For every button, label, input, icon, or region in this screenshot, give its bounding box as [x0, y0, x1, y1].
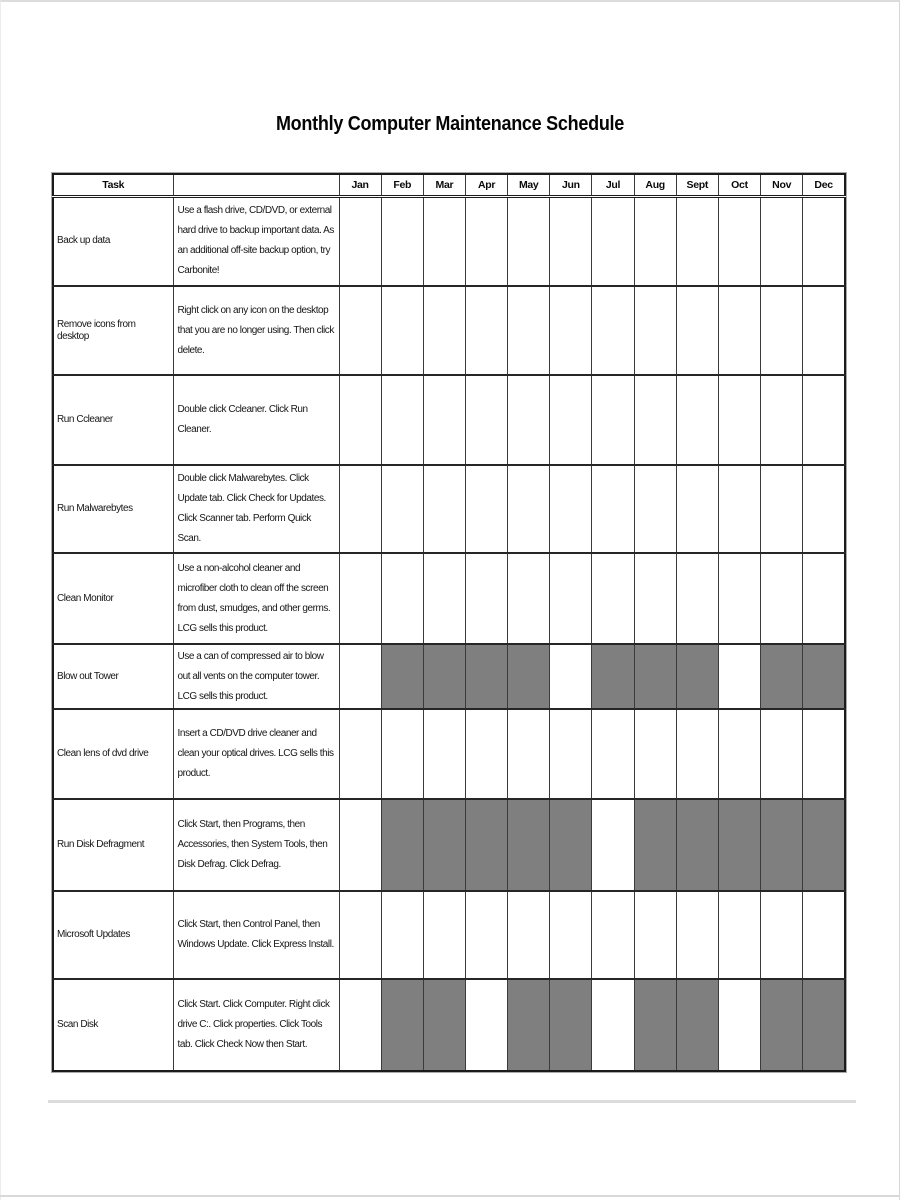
month-cell-jun: [550, 196, 592, 286]
month-cell-apr: [465, 286, 507, 375]
month-cell-feb-scheduled: [381, 979, 423, 1071]
month-cell-oct-scheduled: [718, 799, 760, 891]
month-cell-oct: [718, 979, 760, 1071]
month-cell-may: [508, 286, 550, 375]
month-cell-aug: [634, 891, 676, 979]
month-cell-feb: [381, 891, 423, 979]
description-cell: Click Start, then Programs, then Accessories, then System Tools, then Disk Defrag. Click Defrag.: [173, 799, 339, 891]
month-cell-may-scheduled: [508, 644, 550, 709]
month-header-jun: Jun: [550, 174, 592, 196]
month-cell-nov-scheduled: [761, 979, 803, 1071]
month-cell-mar: [423, 375, 465, 465]
table-row: [53, 644, 845, 709]
month-cell-sept-scheduled: [676, 644, 718, 709]
month-cell-feb: [381, 196, 423, 286]
month-cell-sept: [676, 375, 718, 465]
description-cell: Double click Malwarebytes. Click Update tab. Click Check for Updates. Click Scanner tab. Perform Quick Scan.: [173, 465, 339, 553]
description-cell: Double click Ccleaner. Click Run Cleaner.: [173, 375, 339, 465]
month-cell-mar-scheduled: [423, 979, 465, 1071]
month-cell-sept-scheduled: [676, 799, 718, 891]
month-cell-feb: [381, 465, 423, 553]
table-row: [53, 891, 845, 979]
month-cell-jun: [550, 709, 592, 799]
month-cell-apr: [465, 709, 507, 799]
month-cell-oct: [718, 465, 760, 553]
month-cell-oct: [718, 196, 760, 286]
month-cell-apr: [465, 375, 507, 465]
month-cell-sept: [676, 286, 718, 375]
task-cell: Remove icons from desktop: [53, 286, 173, 375]
month-cell-oct: [718, 286, 760, 375]
month-cell-aug: [634, 465, 676, 553]
month-cell-nov-scheduled: [761, 644, 803, 709]
month-cell-apr: [465, 979, 507, 1071]
month-cell-mar: [423, 465, 465, 553]
task-cell: Clean Monitor: [53, 553, 173, 644]
month-cell-jul: [592, 891, 634, 979]
month-cell-may-scheduled: [508, 979, 550, 1071]
task-cell: Back up data: [53, 196, 173, 286]
month-header-feb: Feb: [381, 174, 423, 196]
month-cell-nov: [761, 375, 803, 465]
month-cell-sept: [676, 709, 718, 799]
month-cell-mar: [423, 286, 465, 375]
month-cell-jul: [592, 799, 634, 891]
month-cell-dec-scheduled: [803, 644, 845, 709]
description-cell: Insert a CD/DVD drive cleaner and clean your optical drives. LCG sells this product.: [173, 709, 339, 799]
month-header-dec: Dec: [803, 174, 845, 196]
month-cell-nov-scheduled: [761, 799, 803, 891]
table-row: [53, 465, 845, 553]
month-cell-dec-scheduled: [803, 979, 845, 1071]
month-cell-aug: [634, 196, 676, 286]
month-cell-may: [508, 709, 550, 799]
month-header-nov: Nov: [761, 174, 803, 196]
month-cell-may: [508, 891, 550, 979]
month-cell-may-scheduled: [508, 799, 550, 891]
month-cell-aug: [634, 709, 676, 799]
month-cell-mar-scheduled: [423, 799, 465, 891]
month-cell-dec: [803, 465, 845, 553]
month-cell-jun: [550, 465, 592, 553]
month-cell-aug: [634, 553, 676, 644]
month-cell-jul: [592, 196, 634, 286]
month-cell-dec: [803, 375, 845, 465]
month-cell-jan: [339, 644, 381, 709]
table-row: [53, 286, 845, 375]
page-title: Monthly Computer Maintenance Schedule: [275, 113, 625, 135]
month-cell-mar: [423, 196, 465, 286]
month-cell-dec: [803, 196, 845, 286]
task-column-header: Task: [53, 174, 173, 196]
month-cell-may: [508, 196, 550, 286]
month-cell-feb: [381, 286, 423, 375]
month-cell-dec-scheduled: [803, 799, 845, 891]
maintenance-schedule-table: [52, 173, 846, 1072]
month-header-apr: Apr: [465, 174, 507, 196]
month-cell-nov: [761, 196, 803, 286]
month-cell-apr: [465, 553, 507, 644]
task-cell: Scan Disk: [53, 979, 173, 1071]
month-cell-jan: [339, 553, 381, 644]
month-cell-jul: [592, 979, 634, 1071]
month-cell-nov: [761, 891, 803, 979]
month-cell-jan: [339, 891, 381, 979]
month-cell-aug: [634, 286, 676, 375]
month-cell-feb-scheduled: [381, 799, 423, 891]
task-cell: Microsoft Updates: [53, 891, 173, 979]
month-cell-sept-scheduled: [676, 979, 718, 1071]
footer-divider-rule: [48, 1100, 856, 1103]
month-cell-jul: [592, 375, 634, 465]
month-cell-nov: [761, 465, 803, 553]
table-row: [53, 375, 845, 465]
month-cell-feb: [381, 553, 423, 644]
description-cell: Click Start. Click Computer. Right click drive C:. Click properties. Click Tools tab. Click Check Now then Start.: [173, 979, 339, 1071]
month-cell-sept: [676, 891, 718, 979]
description-cell: Click Start, then Control Panel, then Windows Update. Click Express Install.: [173, 891, 339, 979]
task-cell: Blow out Tower: [53, 644, 173, 709]
description-cell: Use a can of compressed air to blow out all vents on the computer tower. LCG sells this product.: [173, 644, 339, 709]
task-cell: Run Malwarebytes: [53, 465, 173, 553]
month-cell-feb: [381, 375, 423, 465]
table-row: [53, 553, 845, 644]
month-cell-jul-scheduled: [592, 644, 634, 709]
description-cell: Right click on any icon on the desktop that you are no longer using. Then click delete.: [173, 286, 339, 375]
month-cell-oct: [718, 553, 760, 644]
month-cell-aug-scheduled: [634, 979, 676, 1071]
month-cell-jul: [592, 709, 634, 799]
month-cell-aug-scheduled: [634, 799, 676, 891]
month-cell-jun: [550, 553, 592, 644]
month-cell-jan: [339, 709, 381, 799]
month-cell-jun: [550, 286, 592, 375]
month-cell-apr: [465, 196, 507, 286]
month-cell-oct: [718, 375, 760, 465]
month-cell-jun: [550, 375, 592, 465]
month-cell-nov: [761, 286, 803, 375]
month-cell-apr-scheduled: [465, 799, 507, 891]
month-cell-apr: [465, 465, 507, 553]
month-cell-may: [508, 465, 550, 553]
month-cell-dec: [803, 709, 845, 799]
month-cell-jan: [339, 375, 381, 465]
month-cell-mar-scheduled: [423, 644, 465, 709]
month-cell-mar: [423, 553, 465, 644]
task-cell: Clean lens of dvd drive: [53, 709, 173, 799]
month-cell-jul: [592, 553, 634, 644]
month-header-mar: Mar: [423, 174, 465, 196]
page-bottom-edge: [0, 1195, 900, 1197]
month-cell-jun-scheduled: [550, 799, 592, 891]
month-cell-jun: [550, 891, 592, 979]
month-cell-sept: [676, 465, 718, 553]
table-header-row: [53, 174, 845, 196]
month-cell-may: [508, 553, 550, 644]
month-cell-jan: [339, 286, 381, 375]
month-cell-feb: [381, 709, 423, 799]
month-cell-jan: [339, 799, 381, 891]
month-cell-jun: [550, 644, 592, 709]
month-header-sept: Sept: [676, 174, 718, 196]
month-cell-apr-scheduled: [465, 644, 507, 709]
month-header-jul: Jul: [592, 174, 634, 196]
month-header-oct: Oct: [718, 174, 760, 196]
month-cell-oct: [718, 644, 760, 709]
table-body: [53, 196, 845, 1071]
month-cell-jan: [339, 465, 381, 553]
month-header-jan: Jan: [339, 174, 381, 196]
month-cell-oct: [718, 891, 760, 979]
month-cell-oct: [718, 709, 760, 799]
month-cell-feb-scheduled: [381, 644, 423, 709]
month-cell-jul: [592, 286, 634, 375]
month-cell-jan: [339, 196, 381, 286]
month-cell-mar: [423, 709, 465, 799]
month-cell-jun-scheduled: [550, 979, 592, 1071]
description-cell: Use a flash drive, CD/DVD, or external hard drive to backup important data. As an additional off-site backup option, try Carbonite!: [173, 196, 339, 286]
month-cell-jan: [339, 979, 381, 1071]
month-cell-aug-scheduled: [634, 644, 676, 709]
table-row: [53, 799, 845, 891]
task-cell: Run Disk Defragment: [53, 799, 173, 891]
table-row: [53, 709, 845, 799]
month-cell-dec: [803, 286, 845, 375]
month-cell-apr: [465, 891, 507, 979]
month-cell-sept: [676, 196, 718, 286]
month-cell-may: [508, 375, 550, 465]
month-cell-nov: [761, 553, 803, 644]
table-row: [53, 979, 845, 1071]
description-column-header: [173, 174, 339, 196]
month-cell-dec: [803, 891, 845, 979]
month-cell-sept: [676, 553, 718, 644]
table-row: [53, 196, 845, 286]
month-cell-mar: [423, 891, 465, 979]
month-cell-aug: [634, 375, 676, 465]
task-cell: Run Ccleaner: [53, 375, 173, 465]
month-cell-nov: [761, 709, 803, 799]
description-cell: Use a non-alcohol cleaner and microfiber cloth to clean off the screen from dust, smudges, and other germs. LCG sells this product.: [173, 553, 339, 644]
month-cell-dec: [803, 553, 845, 644]
month-header-may: May: [508, 174, 550, 196]
month-header-aug: Aug: [634, 174, 676, 196]
month-cell-jul: [592, 465, 634, 553]
